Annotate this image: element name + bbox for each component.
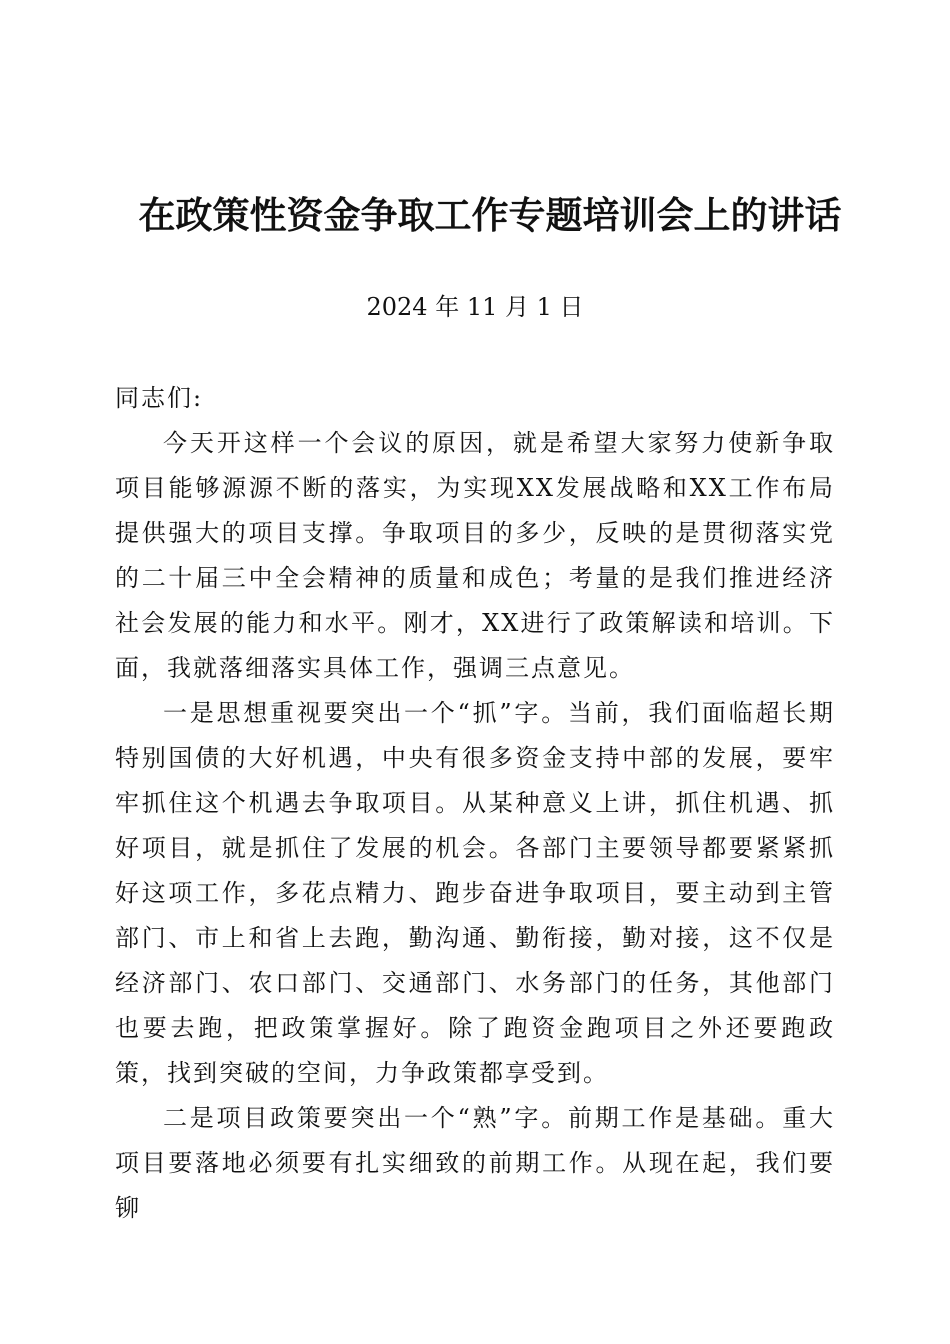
salutation: 同志们:: [115, 384, 204, 412]
paragraph-intro: 今天开这样一个会议的原因，就是希望大家努力使新争取项目能够源源不断的落实，为实现XX发展战略和XX工作布局提供强大的项目支撑。争取项目的多少，反映的是贯彻落实党的二十届三中全会精神的质量和成色；考量的是我们推进经济社会发展的能力和水平。刚才，XX进行了政策解读和培训。下面，我就落细落实具体工作，强调三点意见。: [115, 429, 835, 682]
paragraph-point-two: 二是项目政策要突出一个“熟”字。前期工作是基础。重大项目要落地必须要有扎实细致的前期工作。从现在起，我们要铆: [115, 1104, 835, 1222]
document-title: 在政策性资金争取工作专题培训会上的讲话: [138, 193, 842, 237]
document-body: [115, 376, 835, 1231]
document-date: 2024 年 11 月 1 日: [366, 293, 584, 321]
paragraph-point-one: 一是思想重视要突出一个“抓”字。当前，我们面临超长期特别国债的大好机遇，中央有很多资金支持中部的发展，要牢牢抓住这个机遇去争取项目。从某种意义上讲，抓住机遇、抓好项目，就是抓住了发展的机会。各部门主要领导都要紧紧抓好这项工作，多花点精力、跑步奋进争取项目，要主动到主管部门、市上和省上去跑，勤沟通、勤衔接，勤对接，这不仅是经济部门、农口部门、交通部门、水务部门的任务，其他部门也要去跑，把政策掌握好。除了跑资金跑项目之外还要跑政策，找到突破的空间，力争政策都享受到。: [115, 699, 835, 1087]
